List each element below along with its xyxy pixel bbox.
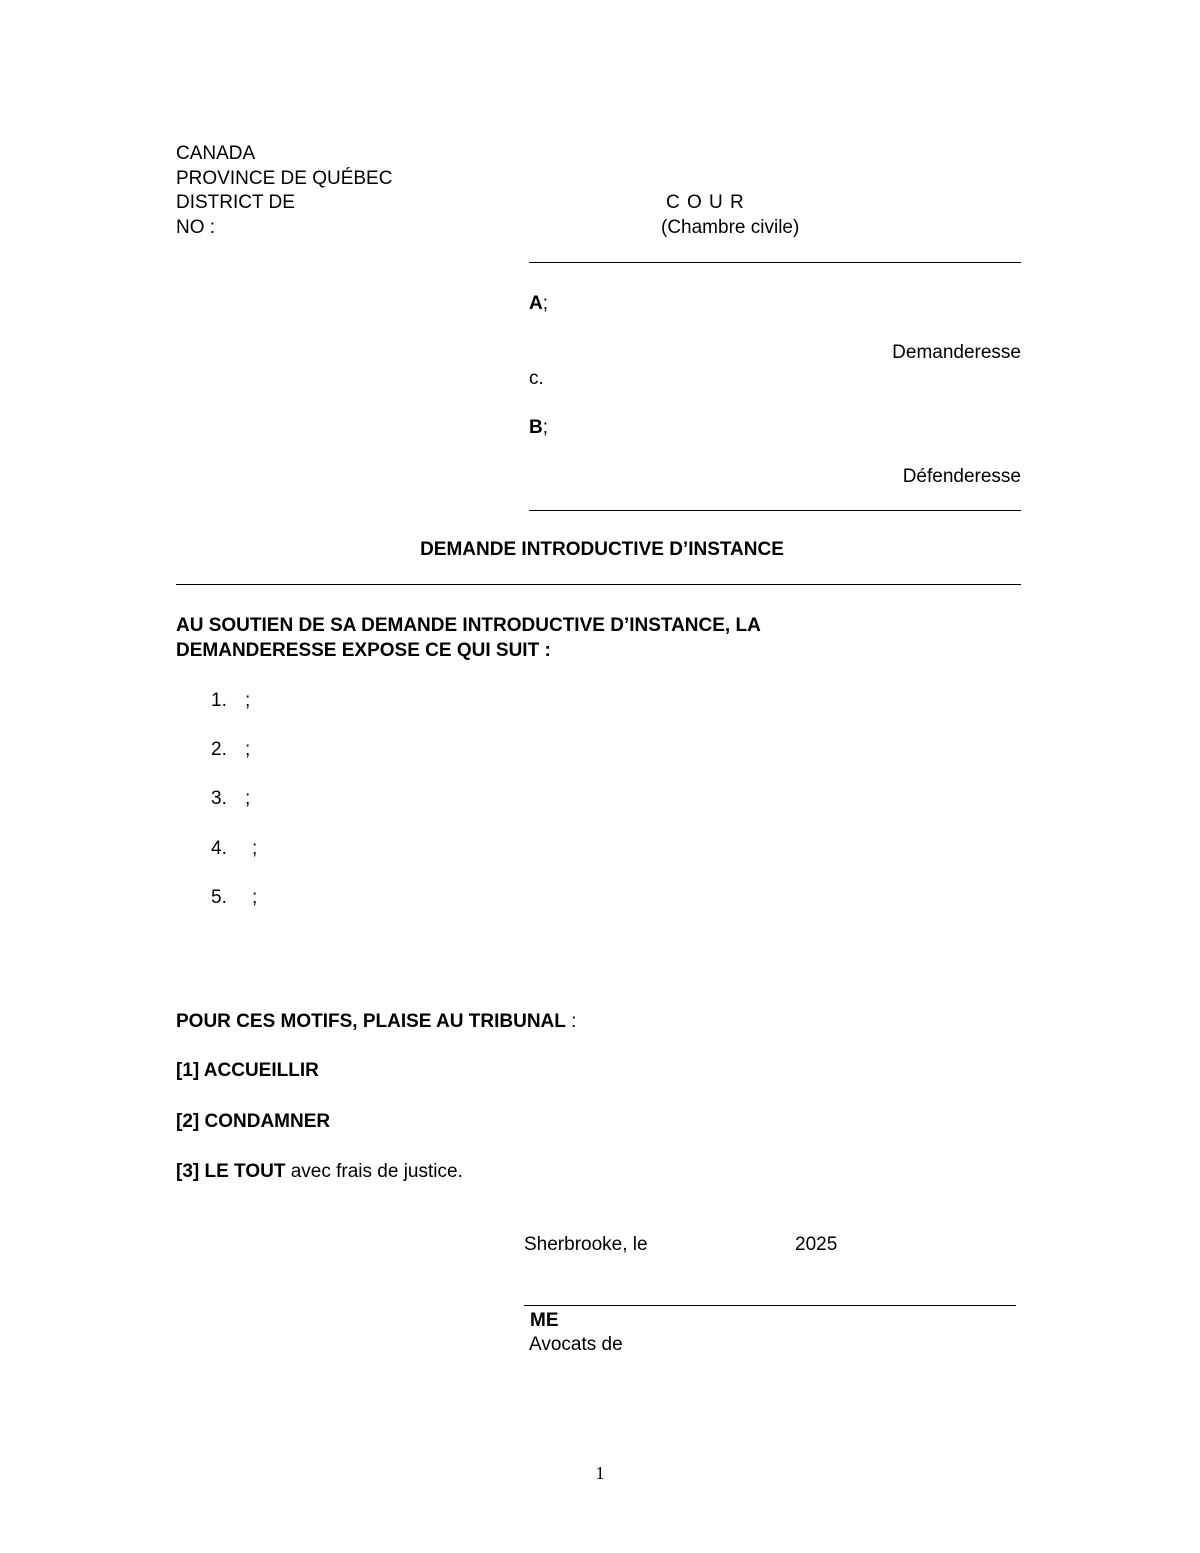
- plaintiff-line: [529, 292, 548, 316]
- plaintiff-name: A: [529, 293, 543, 314]
- allegation-number: 4.: [211, 838, 227, 859]
- conclusions-heading-line: [176, 1010, 576, 1034]
- conclusion-label: [3] LE TOUT: [176, 1161, 286, 1182]
- header-district: DISTRICT DE: [176, 192, 295, 213]
- allegation-text: ;: [252, 838, 258, 859]
- conclusions-heading: POUR CES MOTIFS, PLAISE AU TRIBUNAL: [176, 1011, 566, 1032]
- plaintiff-role: Demanderesse: [892, 342, 1021, 363]
- conclusions-heading-suffix: :: [565, 1011, 577, 1032]
- header-country: CANADA: [176, 143, 256, 164]
- plaintiff-suffix: ;: [542, 293, 549, 314]
- header-province: PROVINCE DE QUÉBEC: [176, 168, 393, 189]
- conclusion-label: [1] ACCUEILLIR: [176, 1060, 319, 1081]
- defendant-name: B: [529, 417, 543, 438]
- page-number: 1: [595, 1463, 605, 1483]
- conclusion-item: [176, 1110, 330, 1134]
- conclusion-text: avec frais de justice.: [285, 1161, 463, 1182]
- allegation-number: 3.: [211, 788, 227, 809]
- parties-bottom-rule: [529, 510, 1021, 511]
- defendant-suffix: ;: [542, 417, 549, 438]
- allegation-number: 2.: [211, 739, 227, 760]
- title-rule: [176, 584, 1021, 585]
- signature-place-date: Sherbrooke, le: [524, 1234, 648, 1255]
- conclusion-label: [2] CONDAMNER: [176, 1111, 331, 1132]
- header-number: NO :: [176, 217, 216, 238]
- intro-line-1: AU SOUTIEN DE SA DEMANDE INTRODUCTIVE D’INSTANCE, LA: [176, 615, 761, 636]
- allegation-text: ;: [245, 788, 251, 809]
- parties-top-rule: [529, 262, 1021, 263]
- signature-role: Avocats de: [529, 1334, 623, 1355]
- intro-line-2: DEMANDERESSE EXPOSE CE QUI SUIT :: [176, 640, 551, 661]
- signature-signer: ME: [530, 1310, 559, 1331]
- conclusion-item: [176, 1059, 319, 1083]
- signature-year: 2025: [795, 1234, 838, 1255]
- defendant-line: [529, 416, 548, 440]
- header-chamber: (Chambre civile): [661, 217, 800, 238]
- versus: c.: [529, 368, 544, 389]
- conclusion-item: [176, 1160, 463, 1184]
- signature-line: [524, 1305, 1016, 1306]
- allegation-text: ;: [245, 739, 251, 760]
- document-title: DEMANDE INTRODUCTIVE D’INSTANCE: [420, 539, 784, 560]
- allegation-text: ;: [245, 690, 251, 711]
- allegation-number: 5.: [211, 887, 227, 908]
- defendant-role: Défenderesse: [902, 466, 1021, 487]
- allegation-number: 1.: [211, 690, 227, 711]
- allegation-text: ;: [252, 887, 258, 908]
- header-court: C O U R: [666, 192, 745, 213]
